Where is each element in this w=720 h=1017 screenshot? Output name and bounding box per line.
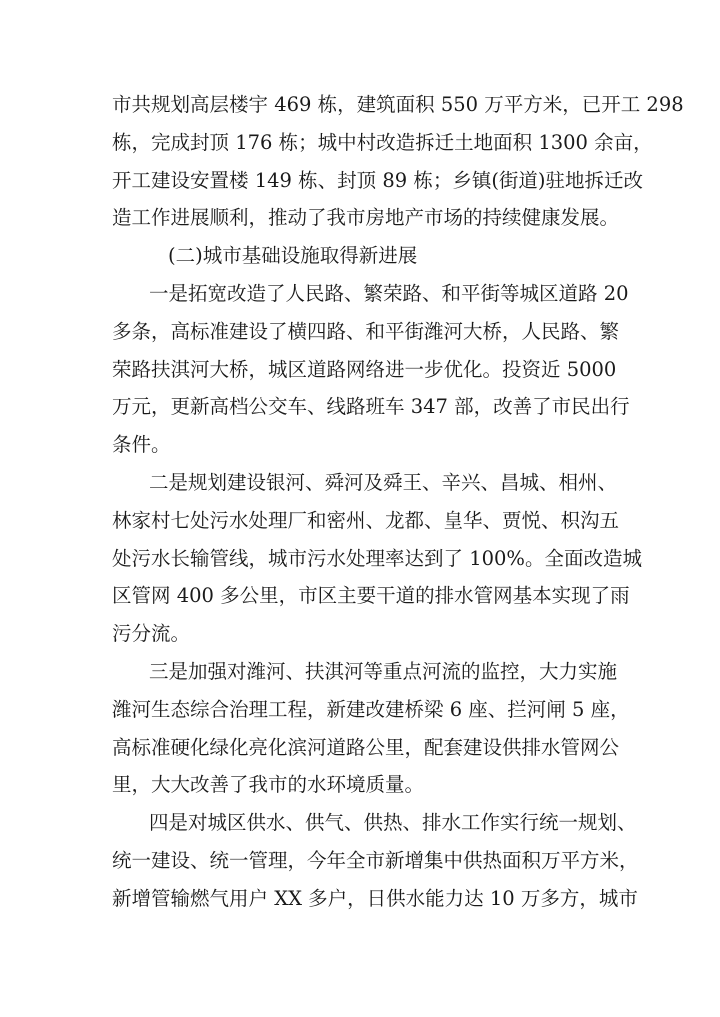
paragraph-line: 多条，高标准建设了横四路、和平街潍河大桥，人民路、繁 <box>112 319 620 343</box>
paragraph-line: 区管网 400 多公里，市区主要干道的排水管网基本实现了雨 <box>112 584 630 608</box>
paragraph-line: 潍河生态综合治理工程，新建改建桥梁 6 座、拦河闸 5 座， <box>112 697 630 721</box>
paragraph-line: 二是规划建设银河、舜河及舜王、辛兴、昌城、相州、 <box>149 470 618 494</box>
paragraph-line: 新增管输燃气用户 XX 多户，日供水能力达 10 万多方，城市 <box>112 886 638 910</box>
paragraph-line: 市共规划高层楼宇 469 栋，建筑面积 550 万平方米，已开工 298 <box>112 93 684 116</box>
paragraph-line: 统一建设、统一管理，今年全市新增集中供热面积万平方米， <box>112 848 639 872</box>
paragraph-line: 造工作进展顺利，推动了我市房地产市场的持续健康发展。 <box>112 206 620 230</box>
paragraph-line: 万元，更新高档公交车、线路班车 347 部，改善了市民出行 <box>112 395 630 419</box>
paragraph-line: 开工建设安置楼 149 栋、封顶 89 栋；乡镇(街道)驻地拆迁改 <box>112 168 644 192</box>
paragraph-line: 四是对城区供水、供气、供热、排水工作实行统一规划、 <box>149 811 637 835</box>
paragraph-line: 高标准硬化绿化亮化滨河道路公里，配套建设供排水管网公 <box>112 735 620 759</box>
section-heading: (二)城市基础设施取得新进展 <box>168 244 418 268</box>
paragraph-line: 栋，完成封顶 176 栋；城中村改造拆迁土地面积 1300 余亩， <box>112 130 653 154</box>
paragraph-line: 处污水长输管线，城市污水处理率达到了 100%。全面改造城 <box>112 546 642 570</box>
paragraph-line: 条件。 <box>112 433 171 457</box>
paragraph-line: 污分流。 <box>112 622 191 646</box>
paragraph-line: 一是拓宽改造了人民路、繁荣路、和平街等城区道路 20 <box>149 281 629 305</box>
paragraph-line: 荣路扶淇河大桥，城区道路网络进一步优化。投资近 5000 <box>112 357 617 381</box>
document-body <box>112 86 684 918</box>
paragraph-line: 林家村七处污水处理厂和密州、龙都、皇华、贾悦、枳沟五 <box>112 508 620 532</box>
paragraph-line: 三是加强对潍河、扶淇河等重点河流的监控，大力实施 <box>149 659 618 683</box>
paragraph-line: 里，大大改善了我市的水环境质量。 <box>112 773 425 797</box>
